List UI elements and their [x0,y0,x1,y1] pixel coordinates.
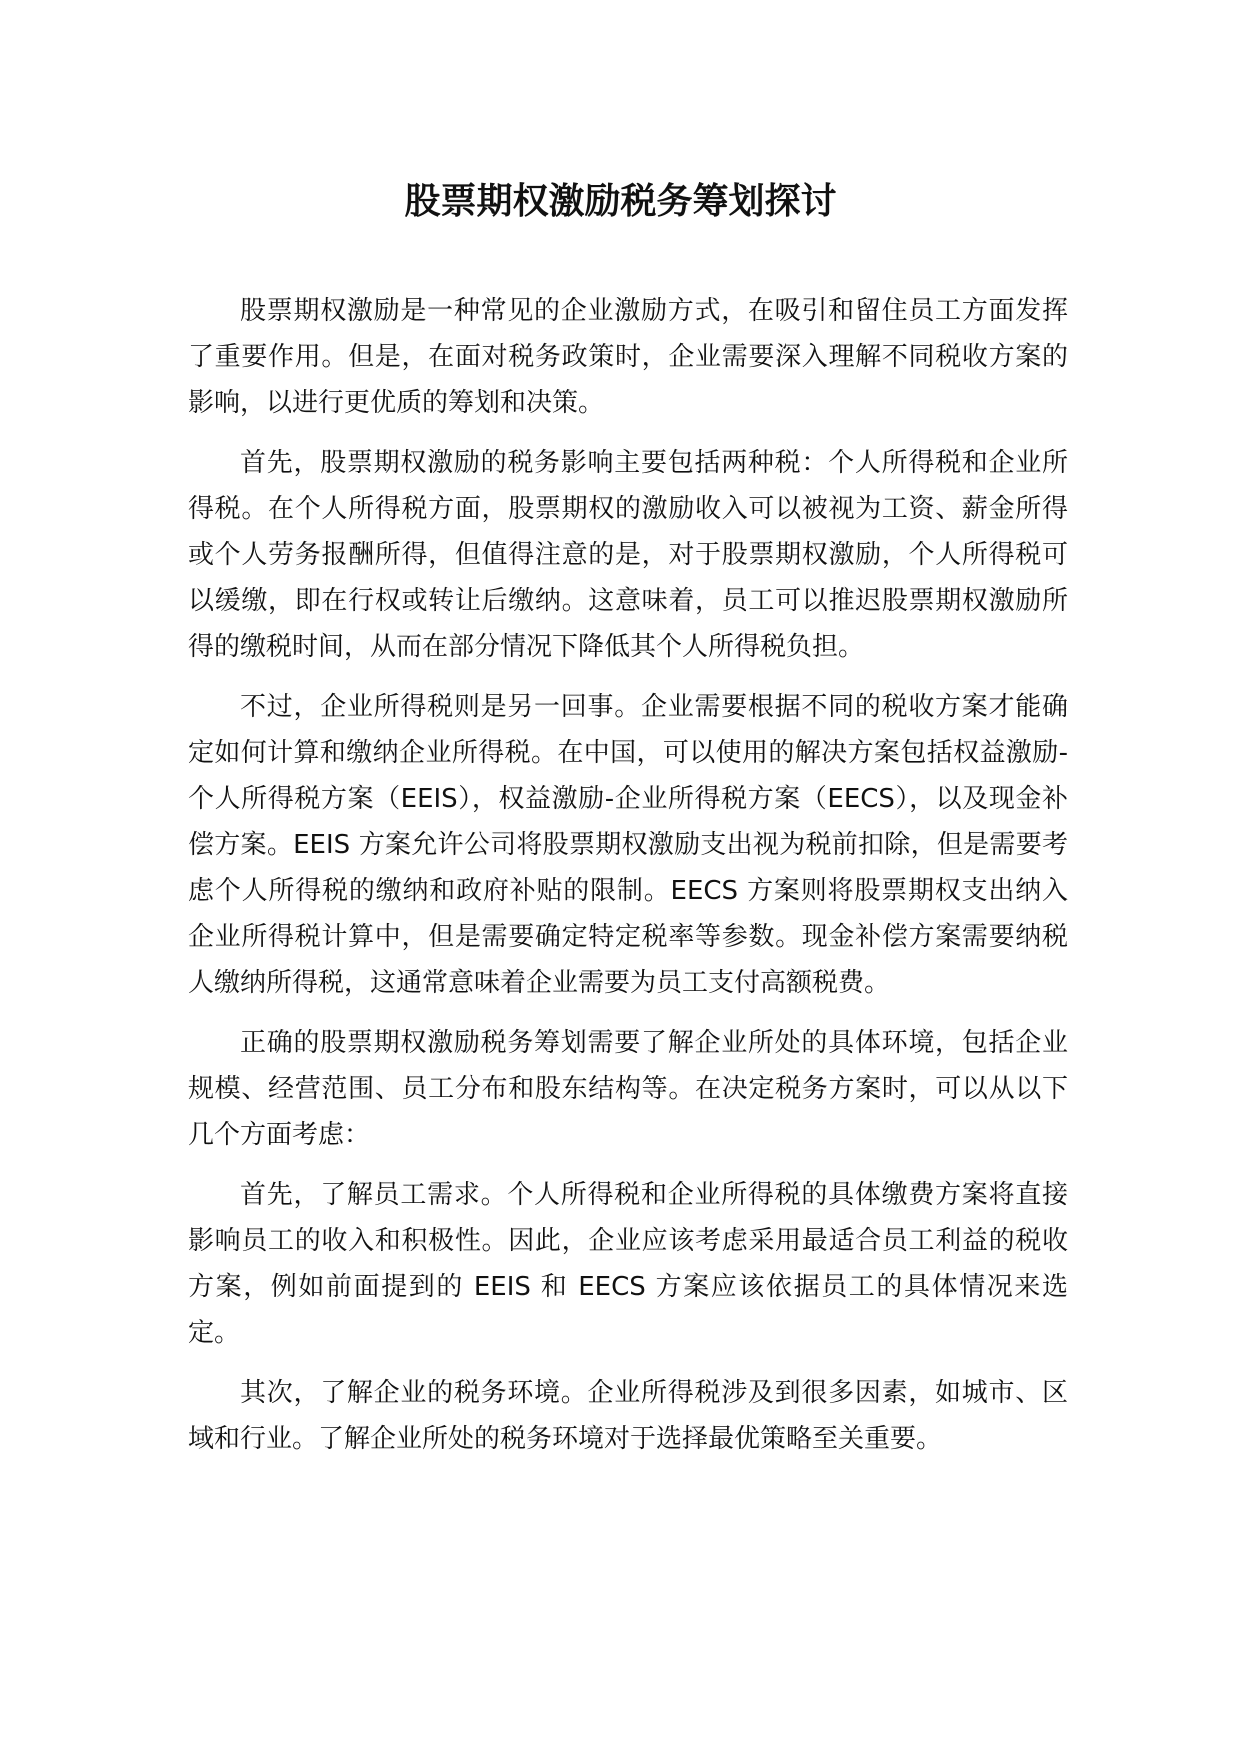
paragraph-planning-environment: 正确的股票期权激励税务筹划需要了解企业所处的具体环境，包括企业规模、经营范围、员工分布和股东结构等。在决定税务方案时，可以从以下几个方面考虑： [188,1028,1068,1150]
paragraph-intro: 股票期权激励是一种常见的企业激励方式，在吸引和留住员工方面发挥了重要作用。但是，在面对税务政策时，企业需要深入理解不同税收方案的影响，以进行更优质的筹划和决策。 [188,296,1068,418]
paragraph-employee-needs: 首先，了解员工需求。个人所得税和企业所得税的具体缴费方案将直接影响员工的收入和积极性。因此，企业应该考虑采用最适合员工利益的税收方案，例如前面提到的 EEIS 和 EECS 方案应该依据员工的具体情况来选定。 [188,1180,1068,1348]
document-title: 股票期权激励税务筹划探讨 [404,181,837,222]
paragraph-personal-tax: 首先，股票期权激励的税务影响主要包括两种税：个人所得税和企业所得税。在个人所得税方面，股票期权的激励收入可以被视为工资、薪金所得或个人劳务报酬所得，但值得注意的是，对于股票期权激励，个人所得税可以缓缴，即在行权或转让后缴纳。这意味着，员工可以推迟股票期权激励所得的缴税时间，从而在部分情况下降低其个人所得税负担。 [188,448,1068,662]
document-body [188,288,1068,1476]
paragraph-corporate-tax: 不过，企业所得税则是另一回事。企业需要根据不同的税收方案才能确定如何计算和缴纳企业所得税。在中国，可以使用的解决方案包括权益激励-个人所得税方案（EEIS），权益激励-企业所得税方案（EECS），以及现金补偿方案。EEIS 方案允许公司将股票期权激励支出视为税前扣除，但是需要考虑个人所得税的缴纳和政府补贴的限制。EECS 方案则将股票期权支出纳入企业所得税计算中，但是需要确定特定税率等参数。现金补偿方案需要纳税人缴纳所得税，这通常意味着企业需要为员工支付高额税费。 [188,692,1068,998]
paragraph-tax-environment: 其次，了解企业的税务环境。企业所得税涉及到很多因素，如城市、区域和行业。了解企业所处的税务环境对于选择最优策略至关重要。 [188,1378,1068,1454]
